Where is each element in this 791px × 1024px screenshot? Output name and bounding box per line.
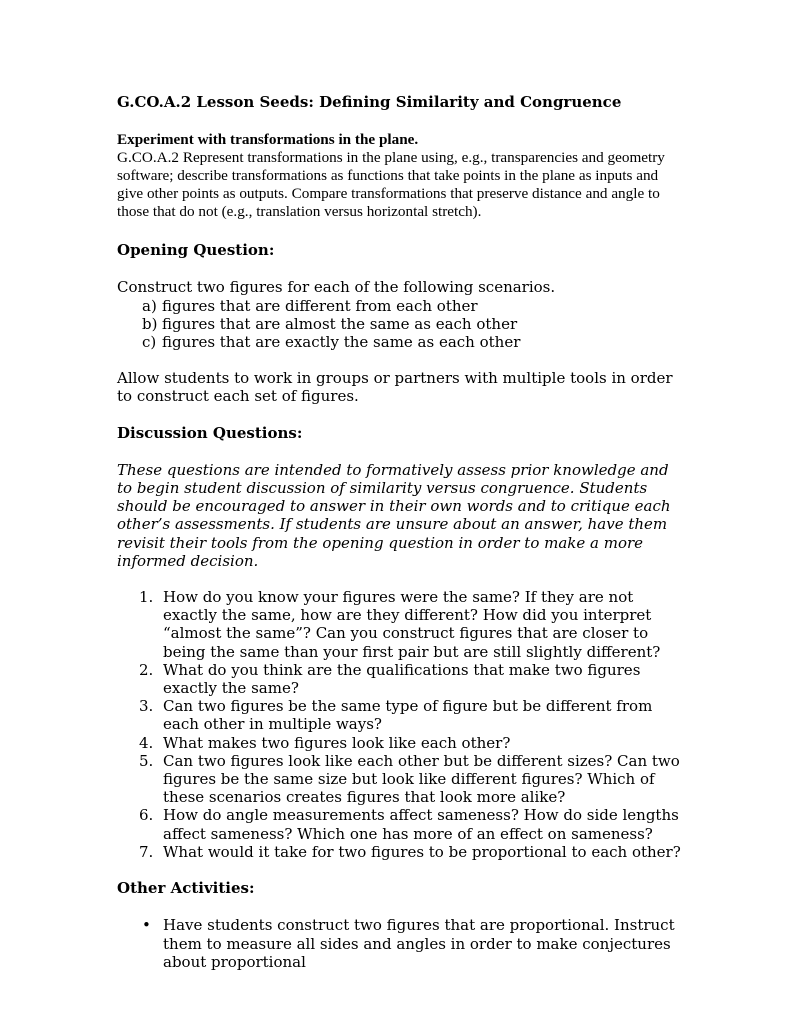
list-item xyxy=(139,697,682,734)
opening-question-heading: Opening Question: xyxy=(117,241,275,260)
list-item xyxy=(139,660,682,698)
list-marker: b) xyxy=(142,314,158,333)
list-item-text: figures that are almost the same as each other xyxy=(162,314,518,333)
discussion-intro: These questions are intended to formatively assess prior knowledge and to begin student discussion of similarity versus congruence. Students should be encouraged to answer in their own words and to critique each other’s assessments. If students are unsure about an answer, have them revisit their tools from the opening question in order to make a more informed decision. xyxy=(117,460,671,570)
list-item xyxy=(139,751,682,807)
bullet-icon: • xyxy=(142,916,151,935)
opening-followup: Allow students to work in groups or partners with multiple tools in order to construct each set of figures. xyxy=(117,369,673,406)
standard-block xyxy=(117,131,682,221)
discussion-question-list xyxy=(117,588,682,861)
list-marker: c) xyxy=(142,333,157,352)
discussion-questions-heading: Discussion Questions: xyxy=(117,423,303,442)
list-item-text: figures that are different from each other xyxy=(162,296,478,315)
list-item-text: What makes two figures look like each other? xyxy=(163,733,511,752)
document-title: G.CO.A.2 Lesson Seeds: Defining Similarity and Congruence xyxy=(117,93,622,111)
standard-heading: Experiment with transformations in the plane. xyxy=(117,131,419,149)
list-marker: 4. xyxy=(139,733,154,752)
list-marker: a) xyxy=(142,296,157,315)
opening-question-intro: Construct two figures for each of the following scenarios. xyxy=(117,278,556,297)
list-item-text: Have students construct two figures that are proportional. Instruct them to measure all sides and angles in order to make conjectures about proportional xyxy=(163,916,675,971)
list-item-text: How do angle measurements affect sameness? How do side lengths affect sameness? Which one has more of an effect on sameness? xyxy=(163,806,679,843)
other-activities-list xyxy=(117,916,682,971)
scenario-list xyxy=(117,297,682,352)
list-item-text: What would it take for two figures to be proportional to each other? xyxy=(163,842,681,861)
document-body xyxy=(117,93,682,971)
list-item xyxy=(139,806,682,843)
list-item xyxy=(142,333,682,352)
list-item xyxy=(139,588,682,661)
list-item xyxy=(139,842,682,861)
list-item-text: Can two figures be the same type of figure but be different from each other in multiple ways? xyxy=(163,697,653,734)
list-item xyxy=(142,916,682,971)
list-item-text: How do you know your figures were the same? If they are not exactly the same, how are they different? How did you interpret “almost the same”? Can you construct figures that are closer to being the same than your first pair but are still slightly different? xyxy=(163,588,661,661)
list-item-text: What do you think are the qualifications that make two figures exactly the same? xyxy=(163,660,641,698)
list-item-text: Can two figures look like each other but be different sizes? Can two figures be the same size but look like different figures? Which of these scenarios creates figures that look more alike? xyxy=(163,751,680,807)
list-item-text: figures that are exactly the same as each other xyxy=(162,333,521,352)
standard-text: G.CO.A.2 Represent transformations in the plane using, e.g., transparencies and geometry software; describe transformations as functions that take points in the plane as inputs and give other points as outputs. Compare transformations that preserve distance and angle to those that do not (e.g., translation versus horizontal stretch). xyxy=(117,149,665,221)
other-activities-heading: Other Activities: xyxy=(117,879,255,898)
list-item xyxy=(142,314,682,333)
list-marker: 6. xyxy=(139,806,154,825)
list-marker: 5. xyxy=(139,751,154,770)
list-item xyxy=(139,733,682,752)
list-marker: 7. xyxy=(139,842,154,861)
list-marker: 1. xyxy=(139,588,154,607)
list-marker: 2. xyxy=(139,660,154,679)
list-item xyxy=(142,296,682,315)
list-marker: 3. xyxy=(139,697,154,716)
